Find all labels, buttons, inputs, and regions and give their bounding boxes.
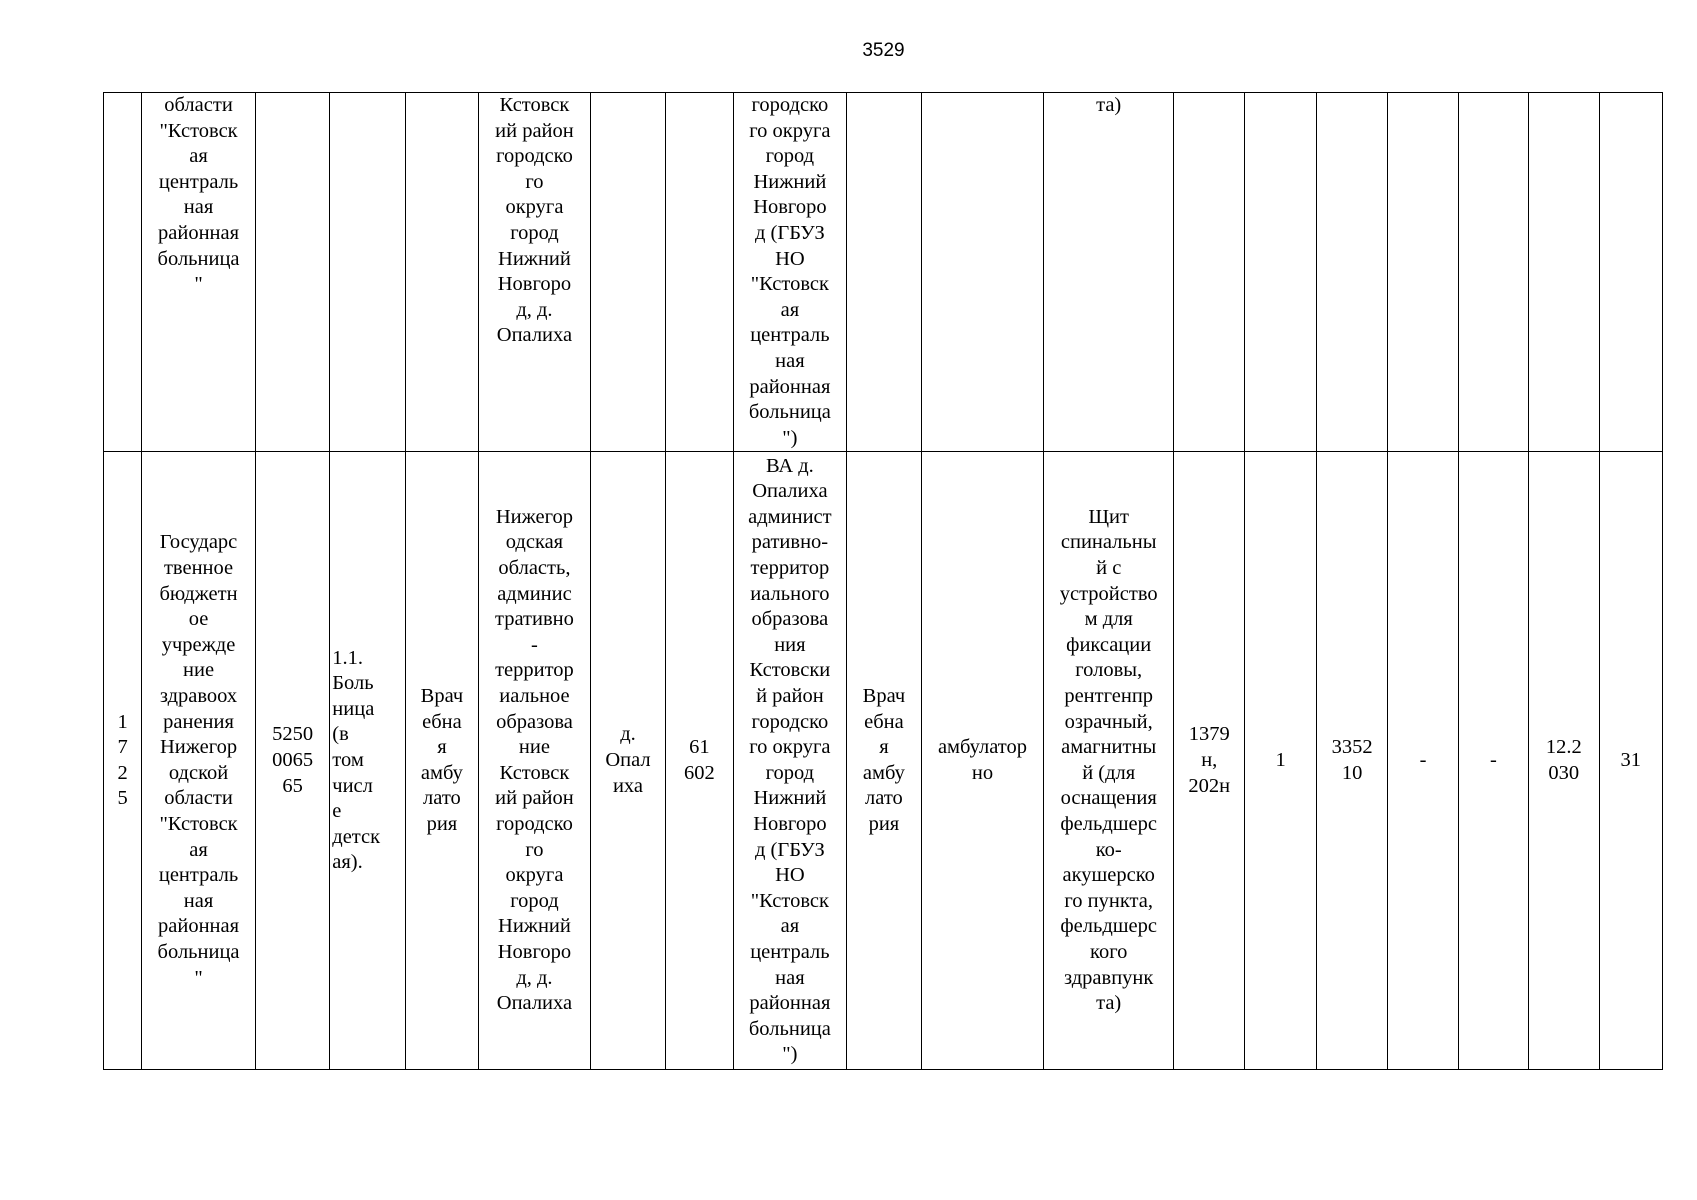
cell-text-line: детск <box>332 825 381 848</box>
cell-unit-name <box>733 452 847 1070</box>
cell-date <box>1529 452 1599 1070</box>
cell-text-line: д (ГБУЗ <box>754 221 825 244</box>
cell-col16 <box>1458 93 1528 452</box>
cell-text-line: Государс <box>159 531 238 554</box>
cell-subtype <box>405 452 478 1070</box>
cell-address <box>479 452 591 1070</box>
cell-text-line: 030 <box>1548 761 1580 784</box>
cell-text-line: Нижний <box>498 915 571 938</box>
cell-text-line: централь <box>158 864 239 887</box>
cell-text-line: городско <box>496 813 573 835</box>
cell-text-line: " <box>194 966 203 989</box>
cell-text-line: та) <box>1096 94 1122 116</box>
cell-type <box>330 452 405 1070</box>
cell-text-line: - <box>531 633 538 656</box>
cell-text-line: Кстовски <box>749 659 831 682</box>
cell-text-line: Новгоро <box>753 813 827 835</box>
cell-text-line: ебна <box>422 710 462 733</box>
cell-text-line: 1 <box>117 710 128 733</box>
cell-num <box>104 452 142 1070</box>
cell-text-line: 1.1. <box>332 646 364 669</box>
cell-text-line: Опал <box>605 749 651 772</box>
cell-inn <box>255 452 329 1070</box>
cell-text-line: область, <box>498 557 571 580</box>
cell-num <box>104 93 142 452</box>
cell-text-line: кого <box>1090 940 1128 963</box>
cell-inn <box>255 93 329 452</box>
cell-text-line: больница <box>748 401 831 424</box>
cell-text-line: е <box>332 800 342 823</box>
cell-text-line: 7 <box>117 736 128 759</box>
cell-text-line: 61 <box>689 736 710 759</box>
cell-text-line: город <box>510 221 559 244</box>
cell-text-line: лато <box>865 787 903 810</box>
cell-text-line: й (для <box>1082 761 1136 784</box>
cell-text-line: территор <box>495 659 574 682</box>
cell-text-line: Врач <box>862 685 906 708</box>
cell-text-line: здравпунк <box>1064 966 1154 989</box>
cell-text-line: ебна <box>864 710 904 733</box>
cell-text-line: город <box>765 145 815 168</box>
cell-text-line: м для <box>1084 608 1133 631</box>
cell-text-line: 0065 <box>272 749 314 772</box>
cell-col16: - <box>1458 452 1528 1070</box>
cell-text-line: город <box>510 889 559 912</box>
cell-text-line: ница <box>332 697 375 720</box>
cell-text-line: 10 <box>1341 761 1363 784</box>
cell-text-line: "Кстовск <box>159 119 238 142</box>
cell-text-line: ная <box>775 966 805 989</box>
cell-text-line: го <box>525 170 544 193</box>
cell-text-line: ое <box>188 608 209 631</box>
cell-unit-type <box>847 93 921 452</box>
cell-text-line: централь <box>750 324 830 347</box>
cell-okof <box>1316 93 1387 452</box>
cell-text-line: фельдшерс <box>1060 915 1157 938</box>
cell-text-line: централь <box>158 170 239 193</box>
cell-code <box>666 452 733 1070</box>
cell-text-line: й с <box>1096 557 1122 580</box>
cell-text-line: ко- <box>1095 838 1122 861</box>
cell-text-line: образова <box>751 608 829 631</box>
cell-text-line: учрежде <box>161 633 236 656</box>
page-number: 3529 <box>862 40 905 61</box>
cell-text-line: лато <box>423 787 461 810</box>
cell-text-line: го округа <box>749 736 831 759</box>
cell-equipment <box>1044 452 1174 1070</box>
cell-text-line: Кстовск <box>499 761 570 784</box>
cell-order <box>1174 452 1245 1070</box>
cell-text-line: образова <box>496 710 573 733</box>
cell-text-line: ная <box>775 349 805 372</box>
cell-text-line: "Кстовск <box>750 889 829 912</box>
cell-text-line: иального <box>750 582 830 605</box>
cell-text-line: ративно- <box>751 531 829 554</box>
cell-text-line: Опалиха <box>496 992 573 1015</box>
register-table <box>103 92 1663 1070</box>
cell-text-line: Новгоро <box>497 940 572 963</box>
cell-text-line: ВА д. <box>765 454 814 477</box>
cell-text-line: 2 <box>117 761 128 784</box>
cell-text-line: районная <box>749 375 831 398</box>
cell-text-line: 12.2 <box>1545 736 1582 759</box>
cell-text-line: фельдшерс <box>1060 813 1157 835</box>
cell-quantity <box>1245 93 1316 452</box>
cell-text-line: й район <box>756 685 824 708</box>
cell-text-line: ранения <box>163 710 234 733</box>
cell-text-line: озрачный, <box>1064 710 1153 733</box>
cell-text-line: 65 <box>282 774 303 797</box>
cell-text-line: амбулатор <box>937 736 1027 759</box>
cell-care-form <box>921 93 1044 452</box>
cell-text-line: районная <box>158 915 240 938</box>
cell-text-line: ") <box>782 426 798 449</box>
cell-name-org <box>142 452 256 1070</box>
cell-text-line: го пункта, <box>1064 889 1153 912</box>
cell-address <box>479 93 591 452</box>
cell-unit-name <box>733 93 847 452</box>
cell-text-line: д (ГБУЗ <box>754 838 825 861</box>
cell-text-line: ая <box>780 298 800 321</box>
cell-col18 <box>1599 93 1663 452</box>
cell-text-line: Новгоро <box>497 273 572 296</box>
cell-text-line: спинальны <box>1060 531 1157 554</box>
cell-text-line: больница <box>748 1017 831 1040</box>
cell-text-line: ния <box>774 633 806 656</box>
cell-equipment <box>1044 93 1174 452</box>
cell-code <box>666 93 733 452</box>
cell-text-line: Нижегор <box>159 736 238 759</box>
cell-text-line: Врач <box>420 685 464 708</box>
cell-text-line: 3352 <box>1331 736 1373 759</box>
cell-date <box>1529 93 1599 452</box>
cell-text-line: районная <box>749 992 831 1015</box>
cell-text-line: амагнитны <box>1061 736 1157 759</box>
cell-text-line: городско <box>751 94 829 116</box>
cell-text-line: рентгенпр <box>1064 685 1154 708</box>
cell-text-line: рия <box>868 813 900 835</box>
cell-text-line: админис <box>497 582 572 605</box>
cell-text-line: области <box>164 94 233 116</box>
cell-text-line: иальное <box>499 685 570 708</box>
cell-text-line: фиксации <box>1066 633 1152 656</box>
cell-text-line: оснащения <box>1060 787 1157 810</box>
cell-text-line: Новгоро <box>753 196 827 219</box>
cell-quantity: 1 <box>1245 452 1316 1070</box>
cell-text-line: Кстовск <box>499 94 570 116</box>
cell-text-line: ая <box>780 915 800 938</box>
cell-text-line: я <box>437 736 447 759</box>
cell-text-line: больница <box>157 940 240 963</box>
table-row-continuation <box>104 93 1663 452</box>
cell-text-line: Боль <box>332 672 374 695</box>
cell-text-line: 5250 <box>272 723 314 746</box>
cell-text-line: Нижегор <box>495 505 574 528</box>
cell-text-line: НО <box>775 864 805 887</box>
cell-type <box>330 93 405 452</box>
cell-text-line: одской <box>168 761 229 784</box>
cell-text-line: 1379 <box>1188 723 1230 746</box>
cell-text-line: Опалиха <box>752 480 828 503</box>
cell-text-line: 602 <box>684 761 715 784</box>
cell-text-line: городско <box>496 145 573 168</box>
cell-text-line: ая). <box>332 851 363 874</box>
cell-text-line: ий район <box>495 787 574 810</box>
cell-text-line: я <box>879 736 889 759</box>
cell-text-line: области <box>164 787 233 810</box>
cell-text-line: го <box>525 838 544 861</box>
cell-text-line: акушерско <box>1062 864 1155 887</box>
cell-text-line: одская <box>505 531 564 554</box>
cell-text-line: 202н <box>1188 774 1231 797</box>
cell-text-line: числ <box>332 774 373 797</box>
cell-text-line: ая <box>189 145 208 168</box>
cell-text-line: "Кстовск <box>750 273 829 296</box>
cell-text-line: Щит <box>1088 505 1129 528</box>
cell-text-line: 5 <box>117 787 128 810</box>
cell-text-line: д. <box>620 723 636 746</box>
cell-text-line: здравоох <box>159 685 238 708</box>
cell-text-line: ная <box>183 889 214 912</box>
cell-text-line: амбу <box>420 761 463 784</box>
cell-text-line: больница <box>157 247 240 270</box>
cell-text-line: Нижний <box>753 787 827 810</box>
cell-locality <box>590 452 665 1070</box>
cell-text-line: амбу <box>862 761 905 784</box>
cell-col15: - <box>1388 452 1458 1070</box>
cell-text-line: тративно <box>495 608 574 631</box>
cell-col15 <box>1388 93 1458 452</box>
table-row-1725 <box>104 452 1663 1070</box>
cell-text-line: ная <box>183 196 214 219</box>
cell-text-line: (в <box>332 723 349 746</box>
cell-care-form <box>921 452 1044 1070</box>
cell-text-line: головы, <box>1075 659 1143 682</box>
cell-text-line: Нижний <box>498 247 571 270</box>
cell-text-line: город <box>765 761 815 784</box>
cell-text-line: том <box>332 749 364 772</box>
cell-text-line: бюджетн <box>159 582 238 605</box>
cell-text-line: городско <box>751 710 829 733</box>
cell-subtype <box>405 93 478 452</box>
cell-okof <box>1316 452 1387 1070</box>
cell-text-line: ая <box>189 838 208 861</box>
cell-text-line: ий район <box>495 119 574 142</box>
cell-locality <box>590 93 665 452</box>
cell-text-line: ние <box>183 659 215 682</box>
cell-text-line: округа <box>505 196 564 219</box>
cell-text-line: Нижний <box>753 170 827 193</box>
cell-col18: 31 <box>1599 452 1663 1070</box>
cell-text-line: но <box>971 761 994 784</box>
cell-text-line: районная <box>158 221 240 244</box>
cell-order <box>1174 93 1245 452</box>
cell-text-line: н, <box>1201 749 1218 772</box>
cell-text-line: д, д. <box>516 966 553 989</box>
cell-text-line: устройство <box>1059 582 1158 605</box>
cell-text-line: территор <box>750 557 830 580</box>
cell-text-line: д, д. <box>516 298 553 321</box>
cell-unit-type <box>847 452 921 1070</box>
cell-text-line: ") <box>782 1043 798 1066</box>
cell-text-line: централь <box>750 940 830 963</box>
cell-text-line: округа <box>505 864 564 887</box>
cell-text-line: админист <box>748 505 832 528</box>
cell-text-line: твенное <box>163 557 234 580</box>
cell-text-line: Опалиха <box>496 324 573 347</box>
cell-text-line: НО <box>775 247 805 270</box>
cell-text-line: рия <box>426 813 458 835</box>
cell-name-org <box>142 93 256 452</box>
cell-text-line: иха <box>612 774 643 797</box>
cell-text-line: го округа <box>749 119 831 142</box>
cell-text-line: "Кстовск <box>159 813 238 835</box>
cell-text-line: ние <box>518 736 550 759</box>
cell-text-line: " <box>194 273 203 296</box>
cell-text-line: та) <box>1096 992 1122 1015</box>
